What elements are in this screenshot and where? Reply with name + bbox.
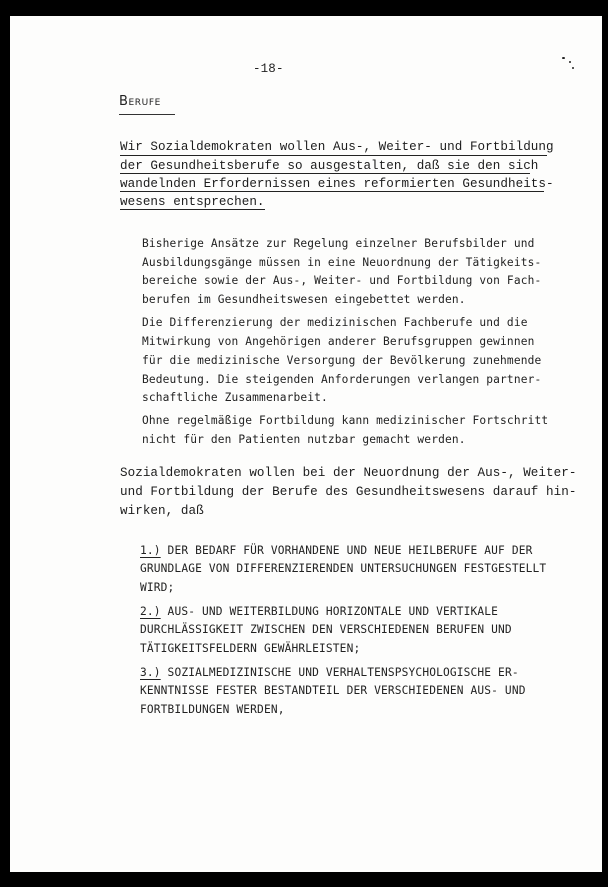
intro-underline bbox=[120, 209, 265, 210]
intro-line: wandelnden Erfordernissen eines reformierten Gesundheits- bbox=[120, 177, 554, 191]
list-item bbox=[140, 544, 533, 558]
paragraph-line: schaftliche Zusammenarbeit. bbox=[142, 391, 328, 404]
intro-underline bbox=[120, 173, 530, 174]
section-heading: Berufe bbox=[119, 94, 161, 109]
scan-speck bbox=[569, 61, 571, 63]
list-item-line: WIRD; bbox=[140, 581, 175, 594]
heading-underline bbox=[119, 114, 175, 115]
paragraph-line: Die Differenzierung der medizinischen Fachberufe und die bbox=[142, 316, 528, 329]
list-item-line: FORTBILDUNGEN WERDEN, bbox=[140, 703, 285, 716]
list-number: 1.) bbox=[140, 544, 161, 557]
paragraph-line: berufen im Gesundheitswesen eingebettet werden. bbox=[142, 293, 466, 306]
list-number: 3.) bbox=[140, 666, 161, 679]
scan-speck bbox=[562, 57, 565, 59]
paragraph-line: Ausbildungsgänge müssen in eine Neuordnung der Tätigkeits- bbox=[142, 256, 542, 269]
intro-underline bbox=[120, 155, 547, 156]
list-item-line: DURCHLÄSSIGKEIT ZWISCHEN DEN VERSCHIEDENEN BERUFEN UND bbox=[140, 623, 512, 636]
list-number: 2.) bbox=[140, 605, 161, 618]
intro-underline bbox=[120, 191, 544, 192]
list-item-text: AUS- UND WEITERBILDUNG HORIZONTALE UND VERTIKALE bbox=[160, 605, 499, 618]
list-item-line: GRUNDLAGE VON DIFFERENZIERENDEN UNTERSUCHUNGEN FESTGESTELLT bbox=[140, 562, 547, 575]
paragraph-line: für die medizinische Versorgung der Bevölkerung zunehmende bbox=[142, 354, 542, 367]
intro-line: Wir Sozialdemokraten wollen Aus-, Weiter- und Fortbildung bbox=[120, 140, 554, 154]
lead-line: Sozialdemokraten wollen bei der Neuordnung der Aus-, Weiter- bbox=[120, 466, 577, 480]
list-item-line: KENNTNISSE FESTER BESTANDTEIL DER VERSCHIEDENEN AUS- UND bbox=[140, 684, 526, 697]
list-item-text: DER BEDARF FÜR VORHANDENE UND NEUE HEILBERUFE AUF DER bbox=[160, 544, 533, 557]
list-item bbox=[140, 666, 519, 680]
intro-line: wesens entsprechen. bbox=[120, 195, 265, 209]
list-item bbox=[140, 605, 498, 619]
lead-line: und Fortbildung der Berufe des Gesundheitswesens darauf hin- bbox=[120, 485, 577, 499]
paragraph-line: Bedeutung. Die steigenden Anforderungen verlangen partner- bbox=[142, 373, 542, 386]
paragraph-line: bereiche sowie der Aus-, Weiter- und Fortbildung von Fach- bbox=[142, 274, 542, 287]
scan-speck bbox=[572, 67, 574, 69]
intro-line: der Gesundheitsberufe so ausgestalten, daß sie den sich bbox=[120, 159, 539, 173]
document-page bbox=[10, 16, 602, 872]
paragraph-line: Ohne regelmäßige Fortbildung kann medizinischer Fortschritt bbox=[142, 414, 549, 427]
list-item-line: TÄTIGKEITSFELDERN GEWÄHRLEISTEN; bbox=[140, 642, 361, 655]
paragraph-line: Bisherige Ansätze zur Regelung einzelner Berufsbilder und bbox=[142, 237, 535, 250]
lead-line: wirken, daß bbox=[120, 504, 204, 518]
paragraph-line: Mitwirkung von Angehörigen anderer Berufsgruppen gewinnen bbox=[142, 335, 535, 348]
list-item-text: SOZIALMEDIZINISCHE UND VERHALTENSPSYCHOLOGISCHE ER- bbox=[160, 666, 519, 679]
page-number: -18- bbox=[253, 62, 284, 76]
paragraph-line: nicht für den Patienten nutzbar gemacht werden. bbox=[142, 433, 466, 446]
